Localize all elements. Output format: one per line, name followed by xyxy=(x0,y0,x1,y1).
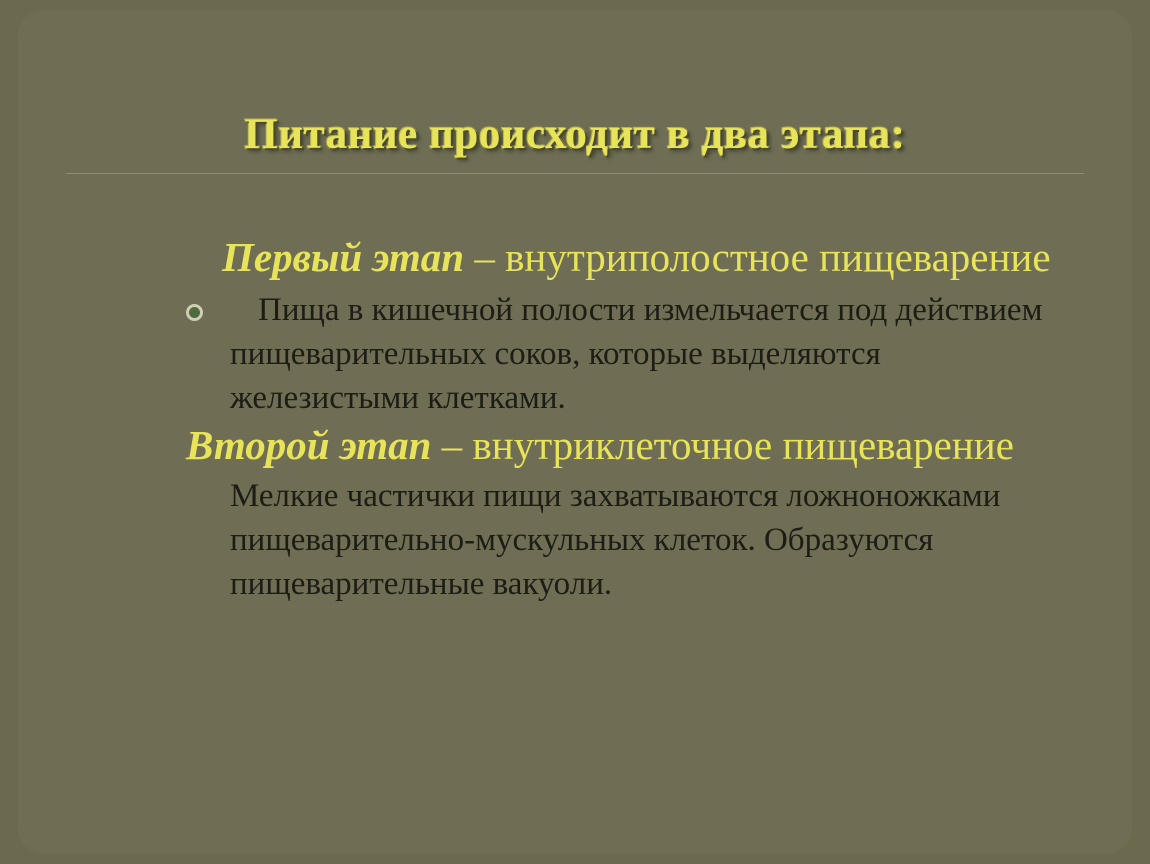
ring-bullet-icon xyxy=(186,289,230,326)
slide-content xyxy=(186,232,1066,607)
section-body-first: Пища в кишечной полости измельчается под действием пищеварительных соков, которые выделяются железистыми клетками. xyxy=(230,291,1043,416)
slide-panel xyxy=(18,10,1132,854)
section-heading-first xyxy=(186,232,1066,283)
title-divider xyxy=(66,173,1084,174)
section-heading-first-emphasis: Первый этап xyxy=(222,234,465,280)
list-item xyxy=(186,289,1066,421)
section-heading-second xyxy=(186,420,1066,471)
section-heading-first-rest: – внутриполостное пищеварение xyxy=(464,234,1051,280)
section-body-second: Мелкие частички пищи захватываются ложноножками пищеварительно-мускульных клеток. Образуются пищеварительные вакуоли. xyxy=(230,478,1001,603)
section-heading-second-rest: – внутриклеточное пищеварение xyxy=(431,422,1014,469)
slide-title-area xyxy=(18,82,1132,187)
section-heading-second-emphasis: Второй этап xyxy=(186,422,432,469)
page-title: Питание происходит в два этапа: xyxy=(244,110,906,158)
